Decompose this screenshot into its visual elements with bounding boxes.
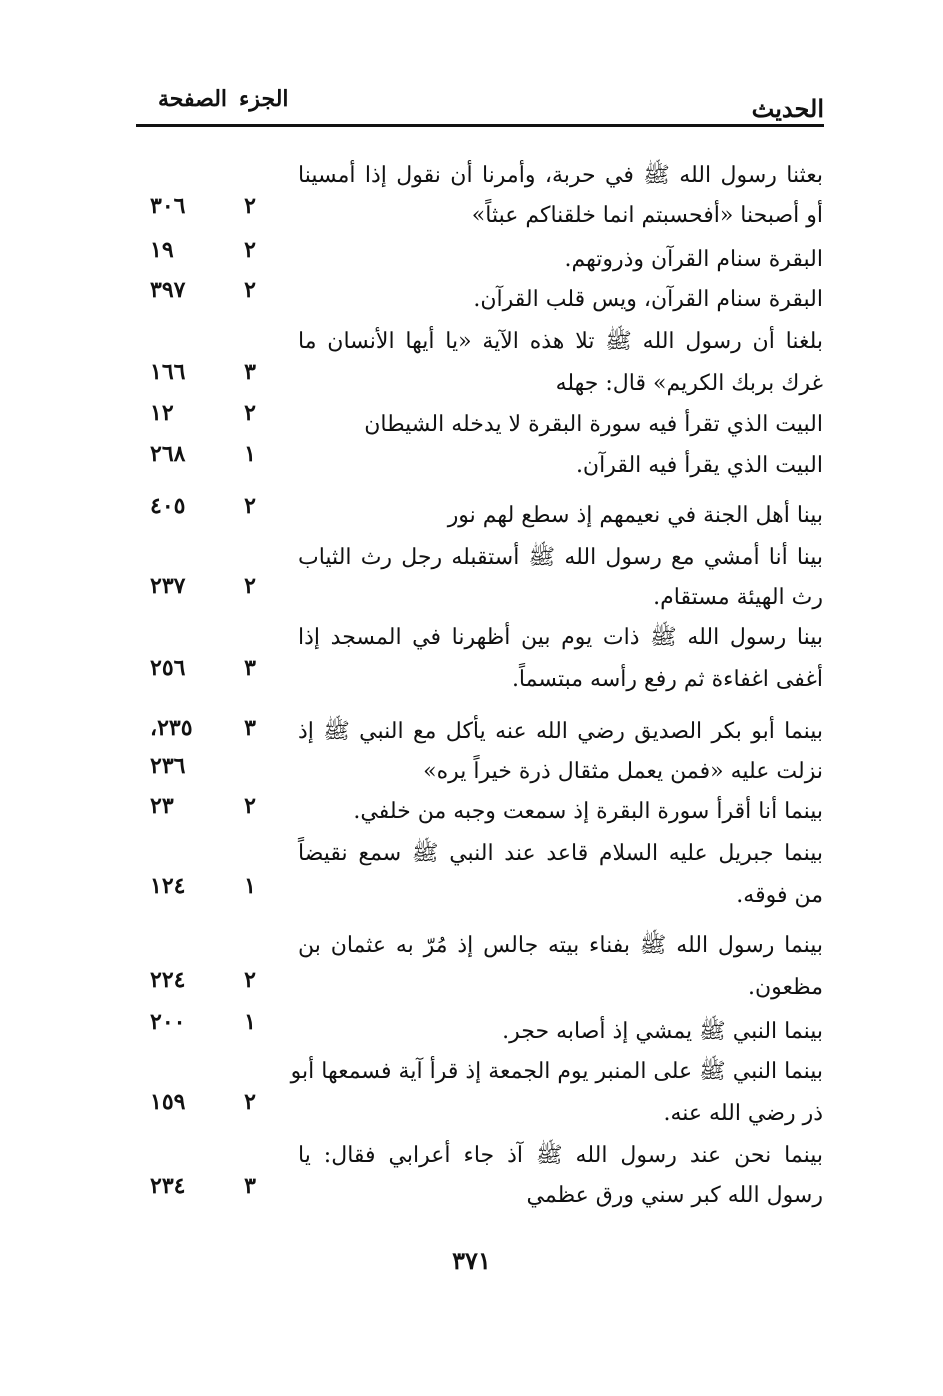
entry-text-line: أو أصبحنا «أفحسبتم انما خلقناكم عبثاً» (471, 203, 823, 228)
entry-reference (130, 960, 270, 1000)
entry-reference (130, 1082, 270, 1122)
entry-reference (130, 866, 270, 906)
entry-text-line: بعثنا رسول الله ﷺ في حربة، وأمرنا أن نقول إذا أمسينا (298, 163, 823, 188)
entry-reference (130, 648, 270, 688)
entry-reference (130, 566, 270, 606)
entry-text-line: غرك بربك الكريم» قال: جهله (555, 371, 823, 396)
entry-page: ٢٢٤ (150, 967, 186, 993)
entry-text-line: البقرة سنام القرآن، ويس قلب القرآن. (473, 287, 823, 312)
entry-text-line: بينا رسول الله ﷺ ذات يوم بين أظهرنا في المسجد إذا (298, 625, 823, 650)
entry-reference (130, 1002, 270, 1042)
entry-volume: ١ (244, 441, 256, 467)
column-header-page: الصفحة (158, 86, 228, 112)
entry-text-line: بينما نحن عند رسول الله ﷺ آذ جاء أعرابي فقال: يا (298, 1143, 823, 1168)
entry-text-line: بينما أنا أقرأ سورة البقرة إذ سمعت وجبه من خلفي. (353, 799, 823, 824)
entry-page: ٢٣٧ (150, 573, 186, 599)
entry-text-line: من فوقه. (736, 883, 823, 908)
page-number: ٣٧١ (452, 1246, 491, 1275)
column-header-part: الجزء (239, 86, 289, 112)
entry-page: ٣٠٦ (150, 193, 186, 219)
entry-volume: ٢ (244, 400, 256, 426)
entry-volume: ١ (244, 873, 256, 899)
entry-page: ٢٦٨ (150, 441, 186, 467)
entry-text-line: مظعون. (748, 975, 823, 1000)
entry-reference (130, 708, 270, 748)
entry-volume: ٢ (244, 573, 256, 599)
entry-reference (130, 352, 270, 392)
entry-page: ٢٥٦ (150, 655, 186, 681)
entry-text-line: رسول الله كبر سني ورق عظمي (526, 1183, 823, 1208)
entry-volume: ٢ (244, 493, 256, 519)
entry-reference (130, 186, 270, 226)
entry-reference (130, 486, 270, 526)
entry-text-line: بلغنا أن رسول الله ﷺ تلا هذه الآية «يا أيها الأنسان ما (298, 329, 823, 354)
entry-text-line: بينا أهل الجنة في نعيمهم إذ سطع لهم نور (447, 503, 823, 528)
entry-text-line: نزلت عليه «فمن يعمل مثقال ذرة خيراً يره» (423, 759, 823, 784)
entry-volume: ٣ (244, 359, 256, 385)
entry-text-line: رث الهيئة مستقام. (653, 585, 823, 610)
entry-reference (130, 393, 270, 433)
entry-text-line: بينما النبي ﷺ على المنبر يوم الجمعة إذ قرأ آية فسمعها أبو (290, 1059, 823, 1084)
entry-reference (130, 230, 270, 270)
entry-reference (130, 1166, 270, 1206)
entry-reference (130, 270, 270, 310)
entry-page: ١٦٦ (150, 359, 186, 385)
entry-text-line: بينما النبي ﷺ يمشي إذ أصابه حجر. (502, 1019, 823, 1044)
section-title: الحديث (751, 94, 824, 123)
entry-page: ٢٣٤ (150, 1173, 186, 1199)
entry-volume: ٣ (244, 1173, 256, 1199)
entry-volume: ٢ (244, 1089, 256, 1115)
entry-volume: ٣ (244, 715, 256, 741)
entry-text-line: البيت الذي يقرأ فيه القرآن. (575, 453, 823, 478)
entry-page: ١٥٩ (150, 1089, 186, 1115)
entry-volume: ١ (244, 1009, 256, 1035)
entry-reference (130, 434, 270, 474)
entry-volume: ٢ (244, 793, 256, 819)
entry-page: ٢٣٥، (150, 715, 193, 741)
entry-volume: ٢ (244, 193, 256, 219)
entry-page: ٢٠٠ (150, 1009, 186, 1035)
entry-page-continued: ٢٣٦ (150, 753, 186, 779)
entry-volume: ٢ (244, 967, 256, 993)
entry-page: ١٢ (150, 400, 174, 426)
entry-volume: ٢ (244, 237, 256, 263)
entry-text-line: بينما جبريل عليه السلام قاعد عند النبي ﷺ سمع نقيضاً (298, 841, 823, 866)
entry-volume: ٣ (244, 655, 256, 681)
entry-text-line: بينما أبو بكر الصديق رضي الله عنه يأكل مع النبي ﷺ إذ (298, 719, 823, 744)
entry-text-line: ذر رضي الله عنه. (663, 1101, 823, 1126)
entry-page: ٤٠٥ (150, 493, 186, 519)
entry-reference (130, 786, 270, 826)
entry-volume: ٢ (244, 277, 256, 303)
entry-text-line: بينا أنا أمشي مع رسول الله ﷺ أستقبله رجل رث الثياب (298, 545, 823, 570)
entry-text-line: البيت الذي تقرأ فيه سورة البقرة لا يدخله الشيطان (364, 412, 823, 437)
entry-text-line: بينما رسول الله ﷺ بفناء بيته جالس إذ مُرّ به عثمان بن (298, 933, 823, 958)
entry-text-line: أغفى اغفاءة ثم رفع رأسه مبتسماً. (511, 667, 823, 692)
entry-page: ٣٩٧ (150, 277, 186, 303)
entry-reference-continued (130, 746, 270, 786)
entry-page: ١٢٤ (150, 873, 186, 899)
entry-text-line: البقرة سنام القرآن وذروتهم. (564, 247, 823, 272)
entry-page: ١٩ (150, 237, 174, 263)
entry-page: ٢٣ (150, 793, 174, 819)
